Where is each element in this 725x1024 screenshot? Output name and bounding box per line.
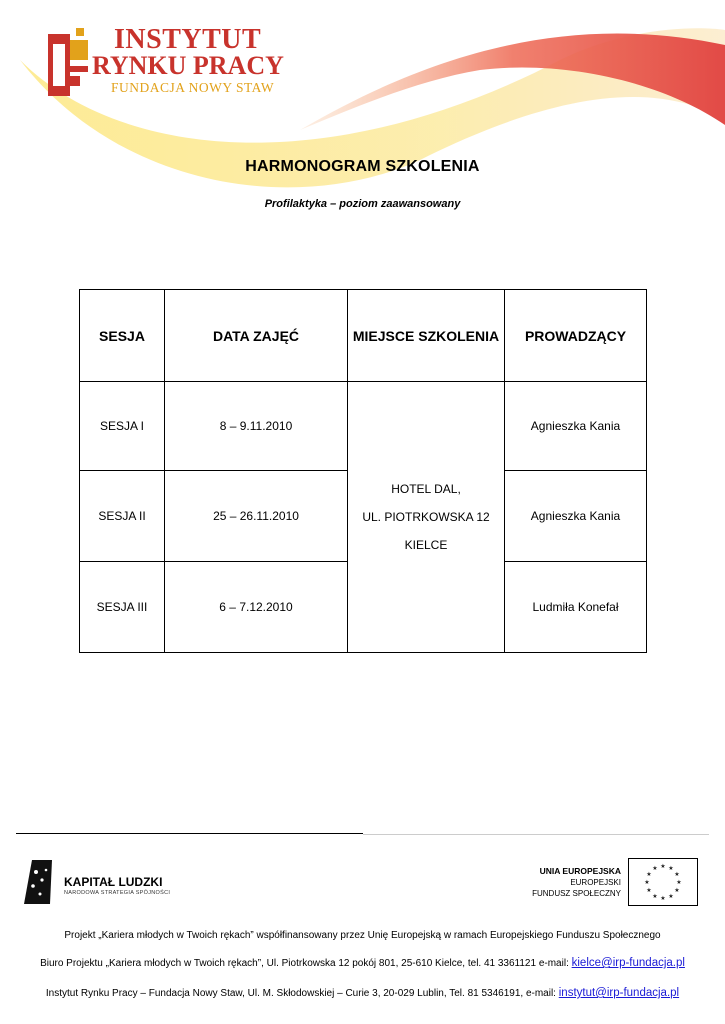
kapital-ludzki-subtitle: NARODOWA STRATEGIA SPÓJNOŚCI [64, 890, 171, 896]
svg-text:★: ★ [676, 879, 682, 886]
cell-sesja: SESJA III [80, 562, 165, 653]
svg-text:★: ★ [674, 887, 680, 894]
table-header-row [80, 290, 647, 382]
svg-text:★: ★ [668, 893, 674, 900]
header-miejsce-szkolenia: MIEJSCE SZKOLENIA [348, 290, 505, 382]
kielce-email-link[interactable]: kielce@irp-fundacja.pl [571, 957, 685, 969]
eu-label-fund: FUNDUSZ SPOŁECZNY [532, 889, 621, 898]
svg-text:★: ★ [646, 871, 652, 878]
table-row [80, 382, 647, 471]
logo-mark-icon [48, 26, 92, 96]
svg-text:★: ★ [652, 865, 658, 872]
footer-office-line [0, 957, 725, 969]
cell-prowadzacy: Ludmiła Konefał [505, 562, 647, 653]
footer-institute-line [0, 987, 725, 999]
place-line-street: UL. PIOTRKOWSKA 12 [362, 510, 490, 524]
place-line-city: KIELCE [404, 538, 448, 552]
cell-sesja: SESJA II [80, 471, 165, 562]
cell-data: 25 – 26.11.2010 [165, 471, 348, 562]
cell-data: 8 – 9.11.2010 [165, 382, 348, 471]
document-subtitle: Profilaktyka – poziom zaawansowany [264, 198, 461, 210]
cell-miejsce [348, 382, 505, 653]
header-data-zajec: DATA ZAJĘĆ [165, 290, 348, 382]
svg-text:★: ★ [646, 887, 652, 894]
cell-data: 6 – 7.12.2010 [165, 562, 348, 653]
logo-text-fundacja: FUNDACJA NOWY STAW [111, 80, 275, 95]
cell-sesja: SESJA I [80, 382, 165, 471]
footer-project-line: Projekt „Kariera młodych w Twoich rękach” współfinansowany przez Unię Europejską w ramach Europejskiego Funduszu Społecznego [64, 930, 661, 941]
logo-text-instytut: INSTYTUT [114, 24, 262, 55]
footer-divider-light [363, 834, 709, 835]
eu-label-union: UNIA EUROPEJSKA [539, 866, 621, 876]
header-prowadzacy: PROWADZĄCY [505, 290, 647, 382]
kapital-ludzki-emblem-icon [22, 858, 54, 906]
svg-text:★: ★ [660, 895, 666, 902]
place-line-hotel: HOTEL DAL, [391, 482, 461, 496]
svg-text:★: ★ [660, 863, 666, 870]
schedule-table [79, 289, 647, 653]
eu-flag-icon [628, 858, 698, 906]
cell-prowadzacy: Agnieszka Kania [505, 471, 647, 562]
institute-logo [48, 24, 308, 104]
kapital-ludzki-name: KAPITAŁ LUDZKI [64, 875, 163, 889]
header-sesja: SESJA [80, 290, 165, 382]
svg-text:★: ★ [674, 871, 680, 878]
logo-text-rynku-pracy: RYNKU PRACY [92, 51, 284, 80]
svg-text:★: ★ [644, 879, 650, 886]
instytut-email-link[interactable]: instytut@irp-fundacja.pl [558, 987, 680, 999]
footer-institute-text: Instytut Rynku Pracy – Fundacja Nowy Staw, Ul. M. Skłodowskiej – Curie 3, 20-029 Lublin, Tel. 81 5346191, e-mail: [45, 988, 559, 999]
eu-label-european: EUROPEJSKI [570, 878, 621, 887]
document-title: HARMONOGRAM SZKOLENIA [245, 158, 480, 175]
svg-text:★: ★ [668, 865, 674, 872]
cell-prowadzacy: Agnieszka Kania [505, 382, 647, 471]
svg-text:★: ★ [652, 893, 658, 900]
footer-divider [16, 833, 363, 834]
footer-office-text: Biuro Projektu „Kariera młodych w Twoich rękach”, Ul. Piotrkowska 12 pokój 801, 25-610 Kielce, tel. 41 3361121 e-mail: [40, 958, 572, 969]
